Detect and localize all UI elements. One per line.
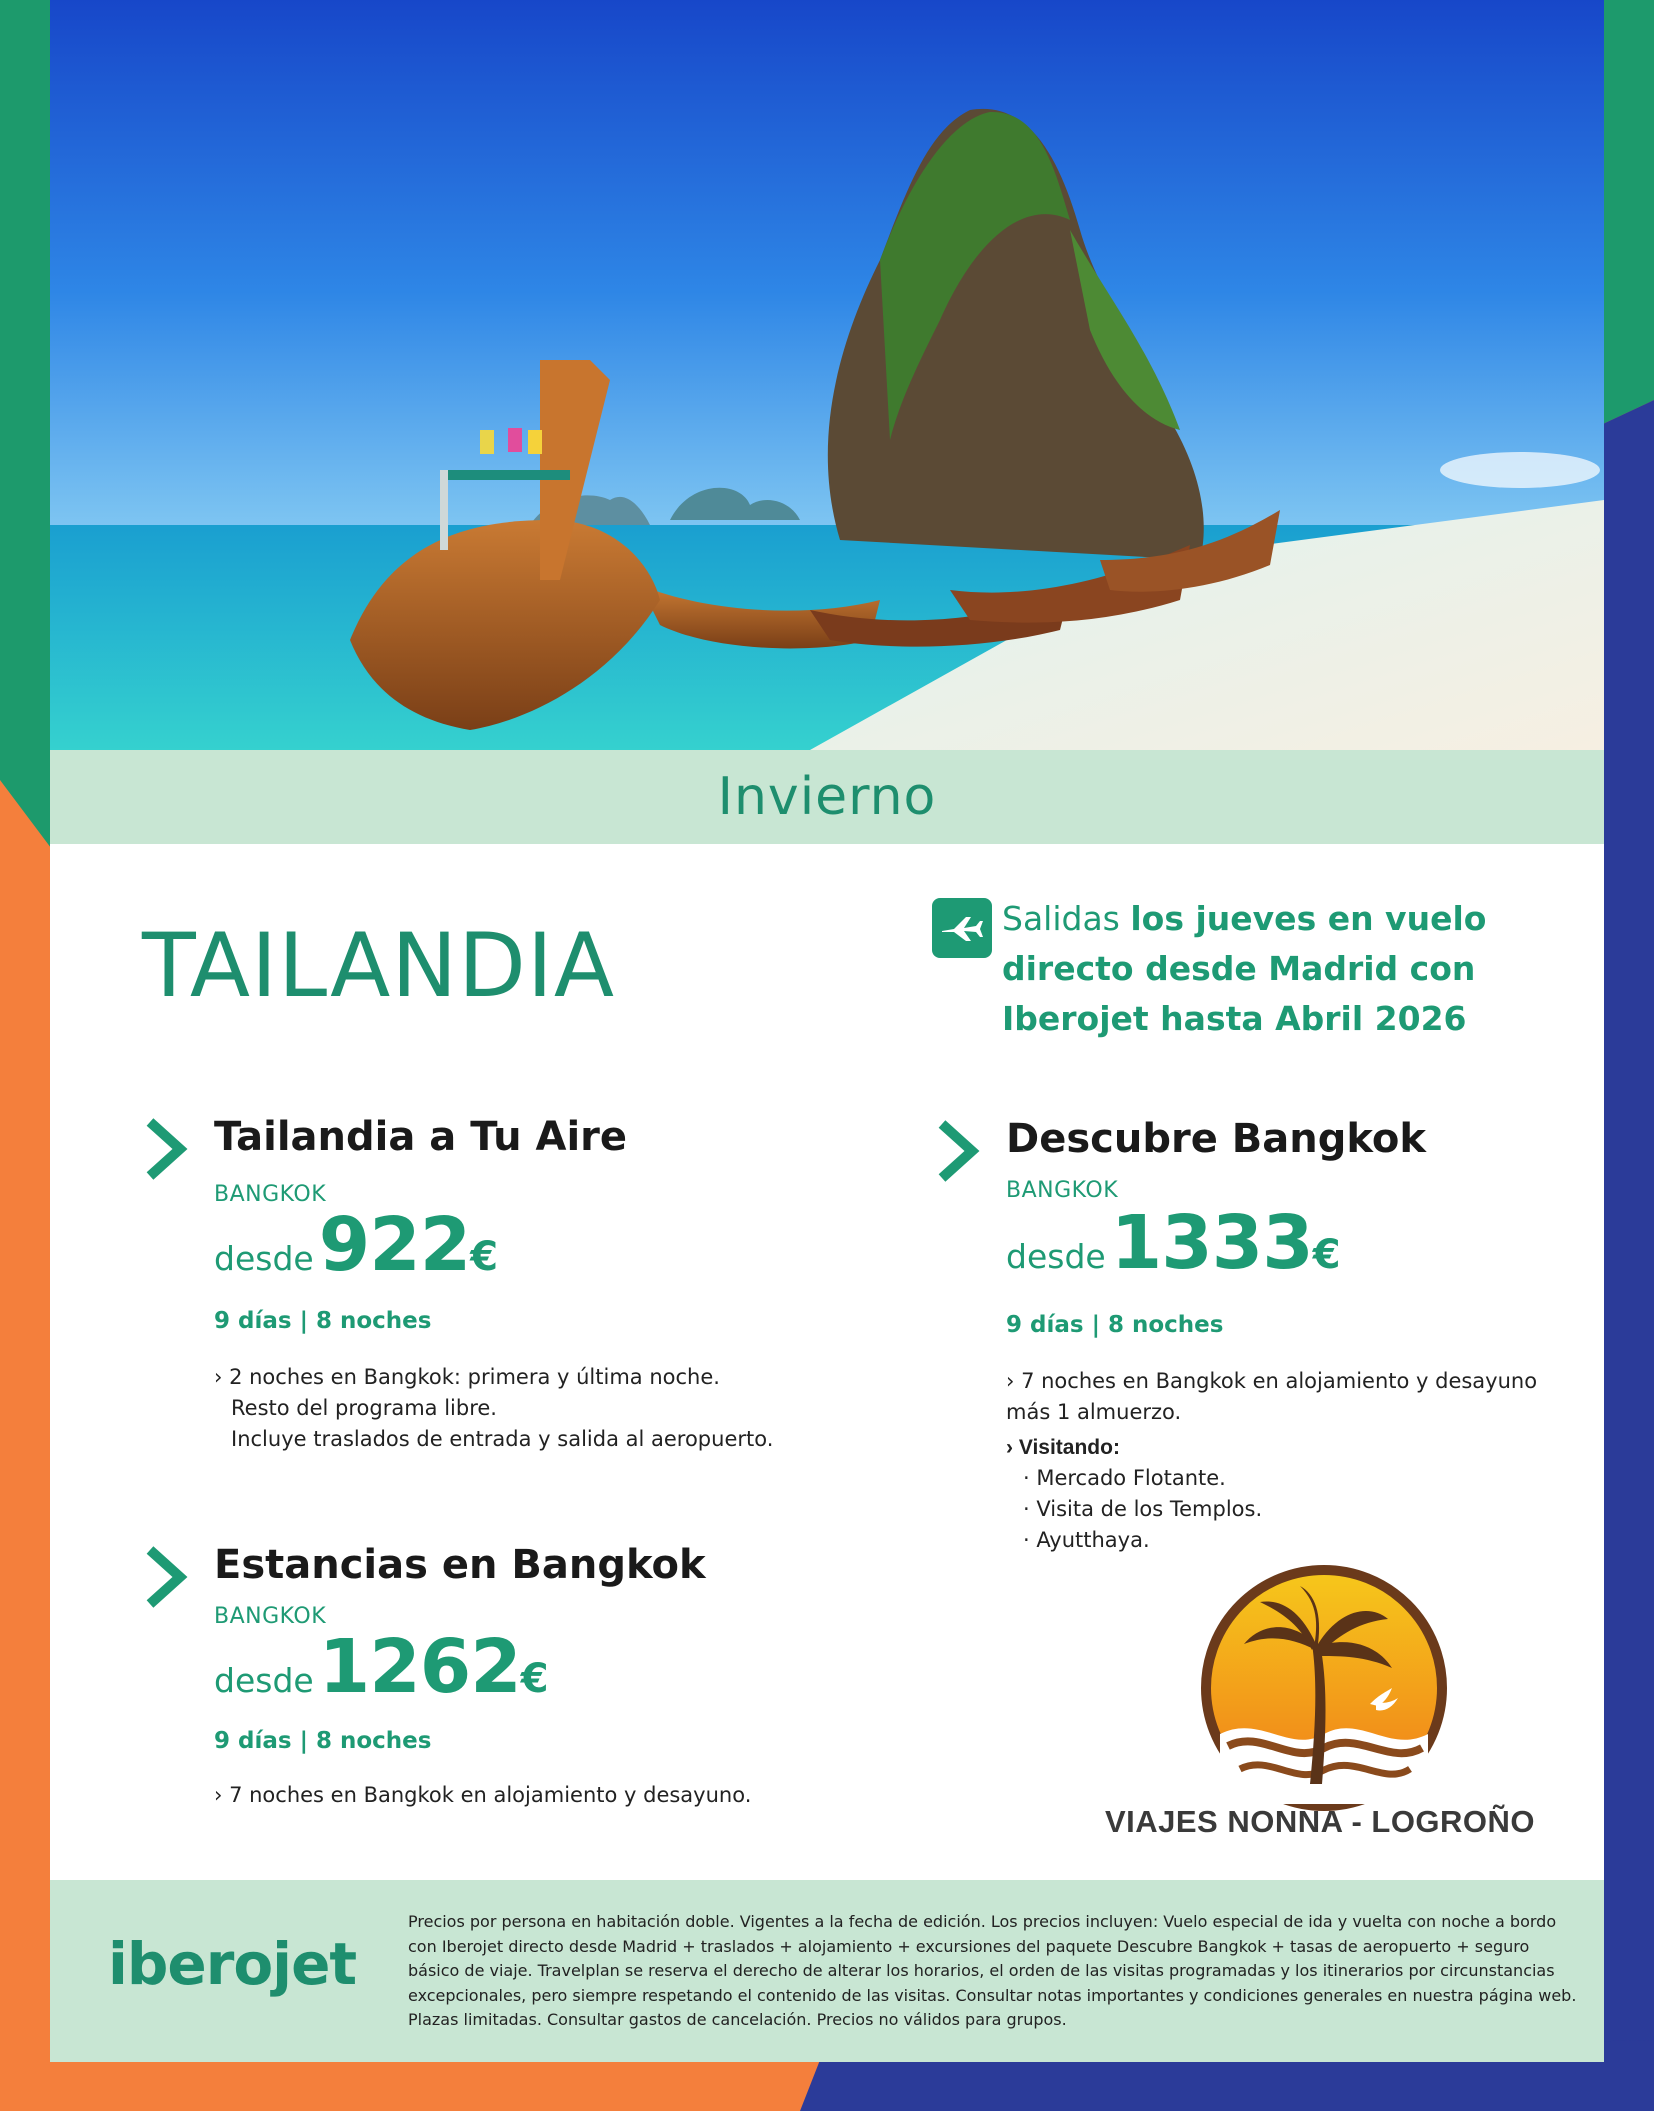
offer-title: Descubre Bangkok — [1006, 1116, 1426, 1162]
description-line: › 2 noches en Bangkok: primera y última noche. — [214, 1365, 720, 1389]
chevron-right-icon — [934, 1116, 982, 1186]
offer-descubre-bangkok — [934, 1116, 1584, 1556]
agency-name: VIAJES NONNA - LOGROÑO — [1104, 1804, 1536, 1839]
visit-item: · Mercado Flotante. — [1023, 1466, 1226, 1490]
season-bar — [50, 750, 1604, 844]
price-amount: 1333 — [1110, 1200, 1313, 1286]
offer-estancias-en-bangkok — [142, 1542, 842, 1807]
flight-info — [932, 894, 1532, 1044]
footer — [50, 1880, 1604, 2062]
description-line: Resto del programa libre. — [231, 1396, 497, 1420]
offer-duration: 9 días | 8 noches — [214, 1728, 432, 1754]
visit-item: · Ayutthaya. — [1023, 1528, 1150, 1552]
price-amount: 1262 — [318, 1624, 521, 1710]
iberojet-logo: iberojet — [108, 1930, 357, 1998]
flight-info-text — [1002, 894, 1532, 1044]
price-currency: € — [470, 1234, 499, 1280]
description-line: Incluye traslados de entrada y salida al aeropuerto. — [231, 1427, 774, 1451]
chevron-right-icon — [142, 1542, 190, 1612]
offer-price — [1006, 1200, 1341, 1286]
offer-tailandia-a-tu-aire — [142, 1114, 842, 1451]
offer-city: BANGKOK — [214, 1182, 327, 1207]
offer-duration: 9 días | 8 noches — [214, 1308, 432, 1334]
hero-photo-beach-boats — [50, 0, 1604, 750]
offer-description — [214, 1780, 751, 1811]
price-currency: € — [1312, 1232, 1341, 1278]
offer-duration: 9 días | 8 noches — [1006, 1312, 1224, 1338]
offer-title: Tailandia a Tu Aire — [214, 1114, 628, 1160]
flight-info-bold: los jueves en vuelo directo desde Madrid con Iberojet hasta Abril 2026 — [1002, 899, 1487, 1038]
price-prefix: desde — [214, 1661, 314, 1700]
agency-palm-logo — [1200, 1564, 1448, 1812]
offer-city: BANGKOK — [214, 1604, 327, 1629]
legal-text: Precios por persona en habitación doble. Vigentes a la fecha de edición. Los precios incluyen: Vuelo especial de ida y vuelta con noche a bordo con Iberojet directo desde Madrid + traslados + alojamiento + excursiones del paquete Descubre Bangkok + tasas de aeropuerto + seguro básico de viaje. Travelplan se reserva el derecho de alterar los horarios, el orden de las visitas programadas y los itinerarios por circunstancias excepcionales, pero siempre respetando el contenido de las visitas. Consultar notas importantes y condiciones generales en nuestra página web. Plazas limitadas. Consultar gastos de cancelación. Precios no válidos para grupos. — [408, 1912, 1577, 2029]
offer-city: BANGKOK — [1006, 1178, 1119, 1203]
price-currency: € — [520, 1656, 549, 1702]
offer-price — [214, 1202, 498, 1288]
offer-price — [214, 1624, 549, 1710]
description-line: › 7 noches en Bangkok en alojamiento y desayuno — [1006, 1369, 1538, 1393]
description-line: más 1 almuerzo. — [1006, 1400, 1182, 1424]
price-prefix: desde — [214, 1239, 314, 1278]
visit-item: · Visita de los Templos. — [1023, 1497, 1263, 1521]
price-amount: 922 — [318, 1202, 471, 1288]
country-title: TAILANDIA — [142, 914, 616, 1017]
plane-icon — [932, 898, 992, 958]
price-prefix: desde — [1006, 1237, 1106, 1276]
offer-title: Estancias en Bangkok — [214, 1542, 706, 1588]
flight-info-lead: Salidas — [1002, 899, 1120, 938]
description-line: › 7 noches en Bangkok en alojamiento y desayuno. — [214, 1783, 752, 1807]
content-area — [50, 844, 1604, 1880]
offer-description — [1006, 1366, 1537, 1556]
season-label: Invierno — [717, 767, 937, 827]
offer-description — [214, 1362, 773, 1455]
chevron-right-icon — [142, 1114, 190, 1184]
visiting-label: › Visitando: — [1006, 1436, 1120, 1459]
